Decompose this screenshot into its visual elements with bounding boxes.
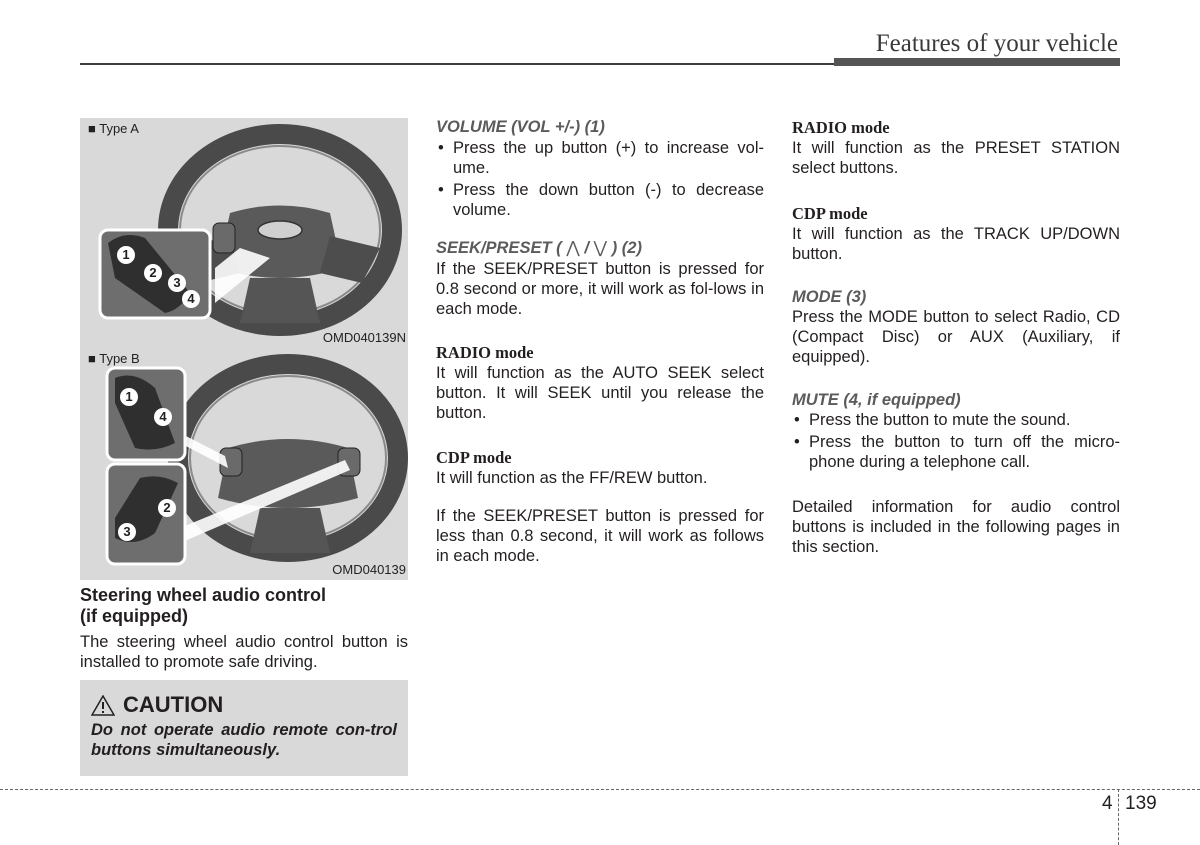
figure-type-a-label: ■ Type A: [88, 121, 139, 136]
radio-mode-text: It will function as the PRESET STATION select buttons.: [792, 139, 1120, 177]
mute-bullet-2: • Press the button to turn off the micro-phone during a telephone call.: [792, 432, 1120, 472]
cdp-mode-text: It will function as the FF/REW button.: [436, 469, 708, 487]
figure-type-b-label: ■ Type B: [88, 351, 140, 366]
figure-type-b: [80, 348, 408, 580]
seek-preset-heading: [436, 238, 764, 258]
figure-code: OMD040139: [332, 562, 406, 577]
caution-text: Do not operate audio remote con-trol buttons simultaneously.: [91, 721, 397, 759]
middle-column: [436, 118, 764, 566]
callout-1: 1: [117, 246, 135, 264]
mute-heading: MUTE (4, if equipped): [792, 391, 961, 409]
seek-short-paragraph: If the SEEK/PRESET button is pressed for less than 0.8 second, it will work as follows in each mode.: [436, 507, 764, 565]
warning-triangle-icon: [91, 695, 115, 716]
caution-box: [80, 680, 408, 776]
mode-text: Press the MODE button to select Radio, CD (Compact Disc) or AUX (Auxiliary, if equipped).: [792, 308, 1120, 366]
page-number: 139: [1125, 793, 1157, 814]
caution-title: CAUTION: [123, 692, 224, 717]
cdp-mode-heading: CDP mode: [792, 204, 868, 223]
callout-4: 4: [182, 290, 200, 308]
right-column: [792, 118, 1120, 557]
seek-up-icon: ⋀: [566, 239, 580, 257]
callout-2: 2: [144, 264, 162, 282]
seek-long-paragraph: If the SEEK/PRESET button is pressed for 0.8 second or more, it will work as fol-lows in each mode.: [436, 260, 764, 318]
mute-bullet-1: • Press the button to mute the sound.: [792, 410, 1120, 430]
radio-mode-heading: RADIO mode: [792, 118, 890, 137]
header-rule: [80, 63, 840, 65]
callout-1: 1: [120, 388, 138, 406]
footer-dashed-rule: [0, 789, 1200, 790]
radio-mode-heading: RADIO mode: [436, 343, 534, 362]
steering-wheel-type-b-illustration: [80, 348, 408, 580]
volume-heading: VOLUME (VOL +/-) (1): [436, 118, 605, 136]
section-heading-line1: Steering wheel audio control: [80, 585, 327, 605]
figure-code: OMD040139N: [322, 330, 406, 345]
intro-paragraph: The steering wheel audio control button is installed to promote safe driving.: [80, 633, 408, 671]
figure-type-a: [80, 118, 408, 348]
callout-3: 3: [118, 523, 136, 541]
caution-heading: [91, 692, 223, 718]
callout-3: 3: [168, 274, 186, 292]
section-heading: [80, 585, 410, 627]
detail-paragraph: Detailed information for audio control buttons is included in the following pages in this section.: [792, 498, 1120, 556]
volume-bullet-down: • Press the down button (-) to decrease volume.: [436, 180, 764, 220]
page-section-number: 4: [1102, 793, 1113, 814]
cdp-mode-text: It will function as the TRACK UP/DOWN button.: [792, 225, 1120, 263]
page-header-title: Features of your vehicle: [875, 30, 1118, 57]
seek-heading-prefix: SEEK/PRESET (: [436, 239, 562, 257]
seek-down-icon: ⋁: [593, 239, 608, 257]
callout-4: 4: [154, 408, 172, 426]
volume-bullet-up: • Press the up button (+) to increase vol-ume.: [436, 138, 764, 178]
section-heading-line2: (if equipped): [80, 606, 188, 626]
callout-2: 2: [158, 499, 176, 517]
seek-heading-suffix: ) (2): [611, 239, 642, 257]
cdp-mode-heading: CDP mode: [436, 448, 512, 467]
header-rule-accent: [834, 58, 1120, 66]
mode-heading: MODE (3): [792, 288, 867, 306]
radio-mode-text: It will function as the AUTO SEEK select button. It will SEEK until you release the button.: [436, 364, 764, 422]
steering-wheel-type-a-illustration: [80, 118, 408, 348]
footer-dashed-divider: [1118, 789, 1119, 845]
seek-separator: /: [584, 239, 589, 257]
